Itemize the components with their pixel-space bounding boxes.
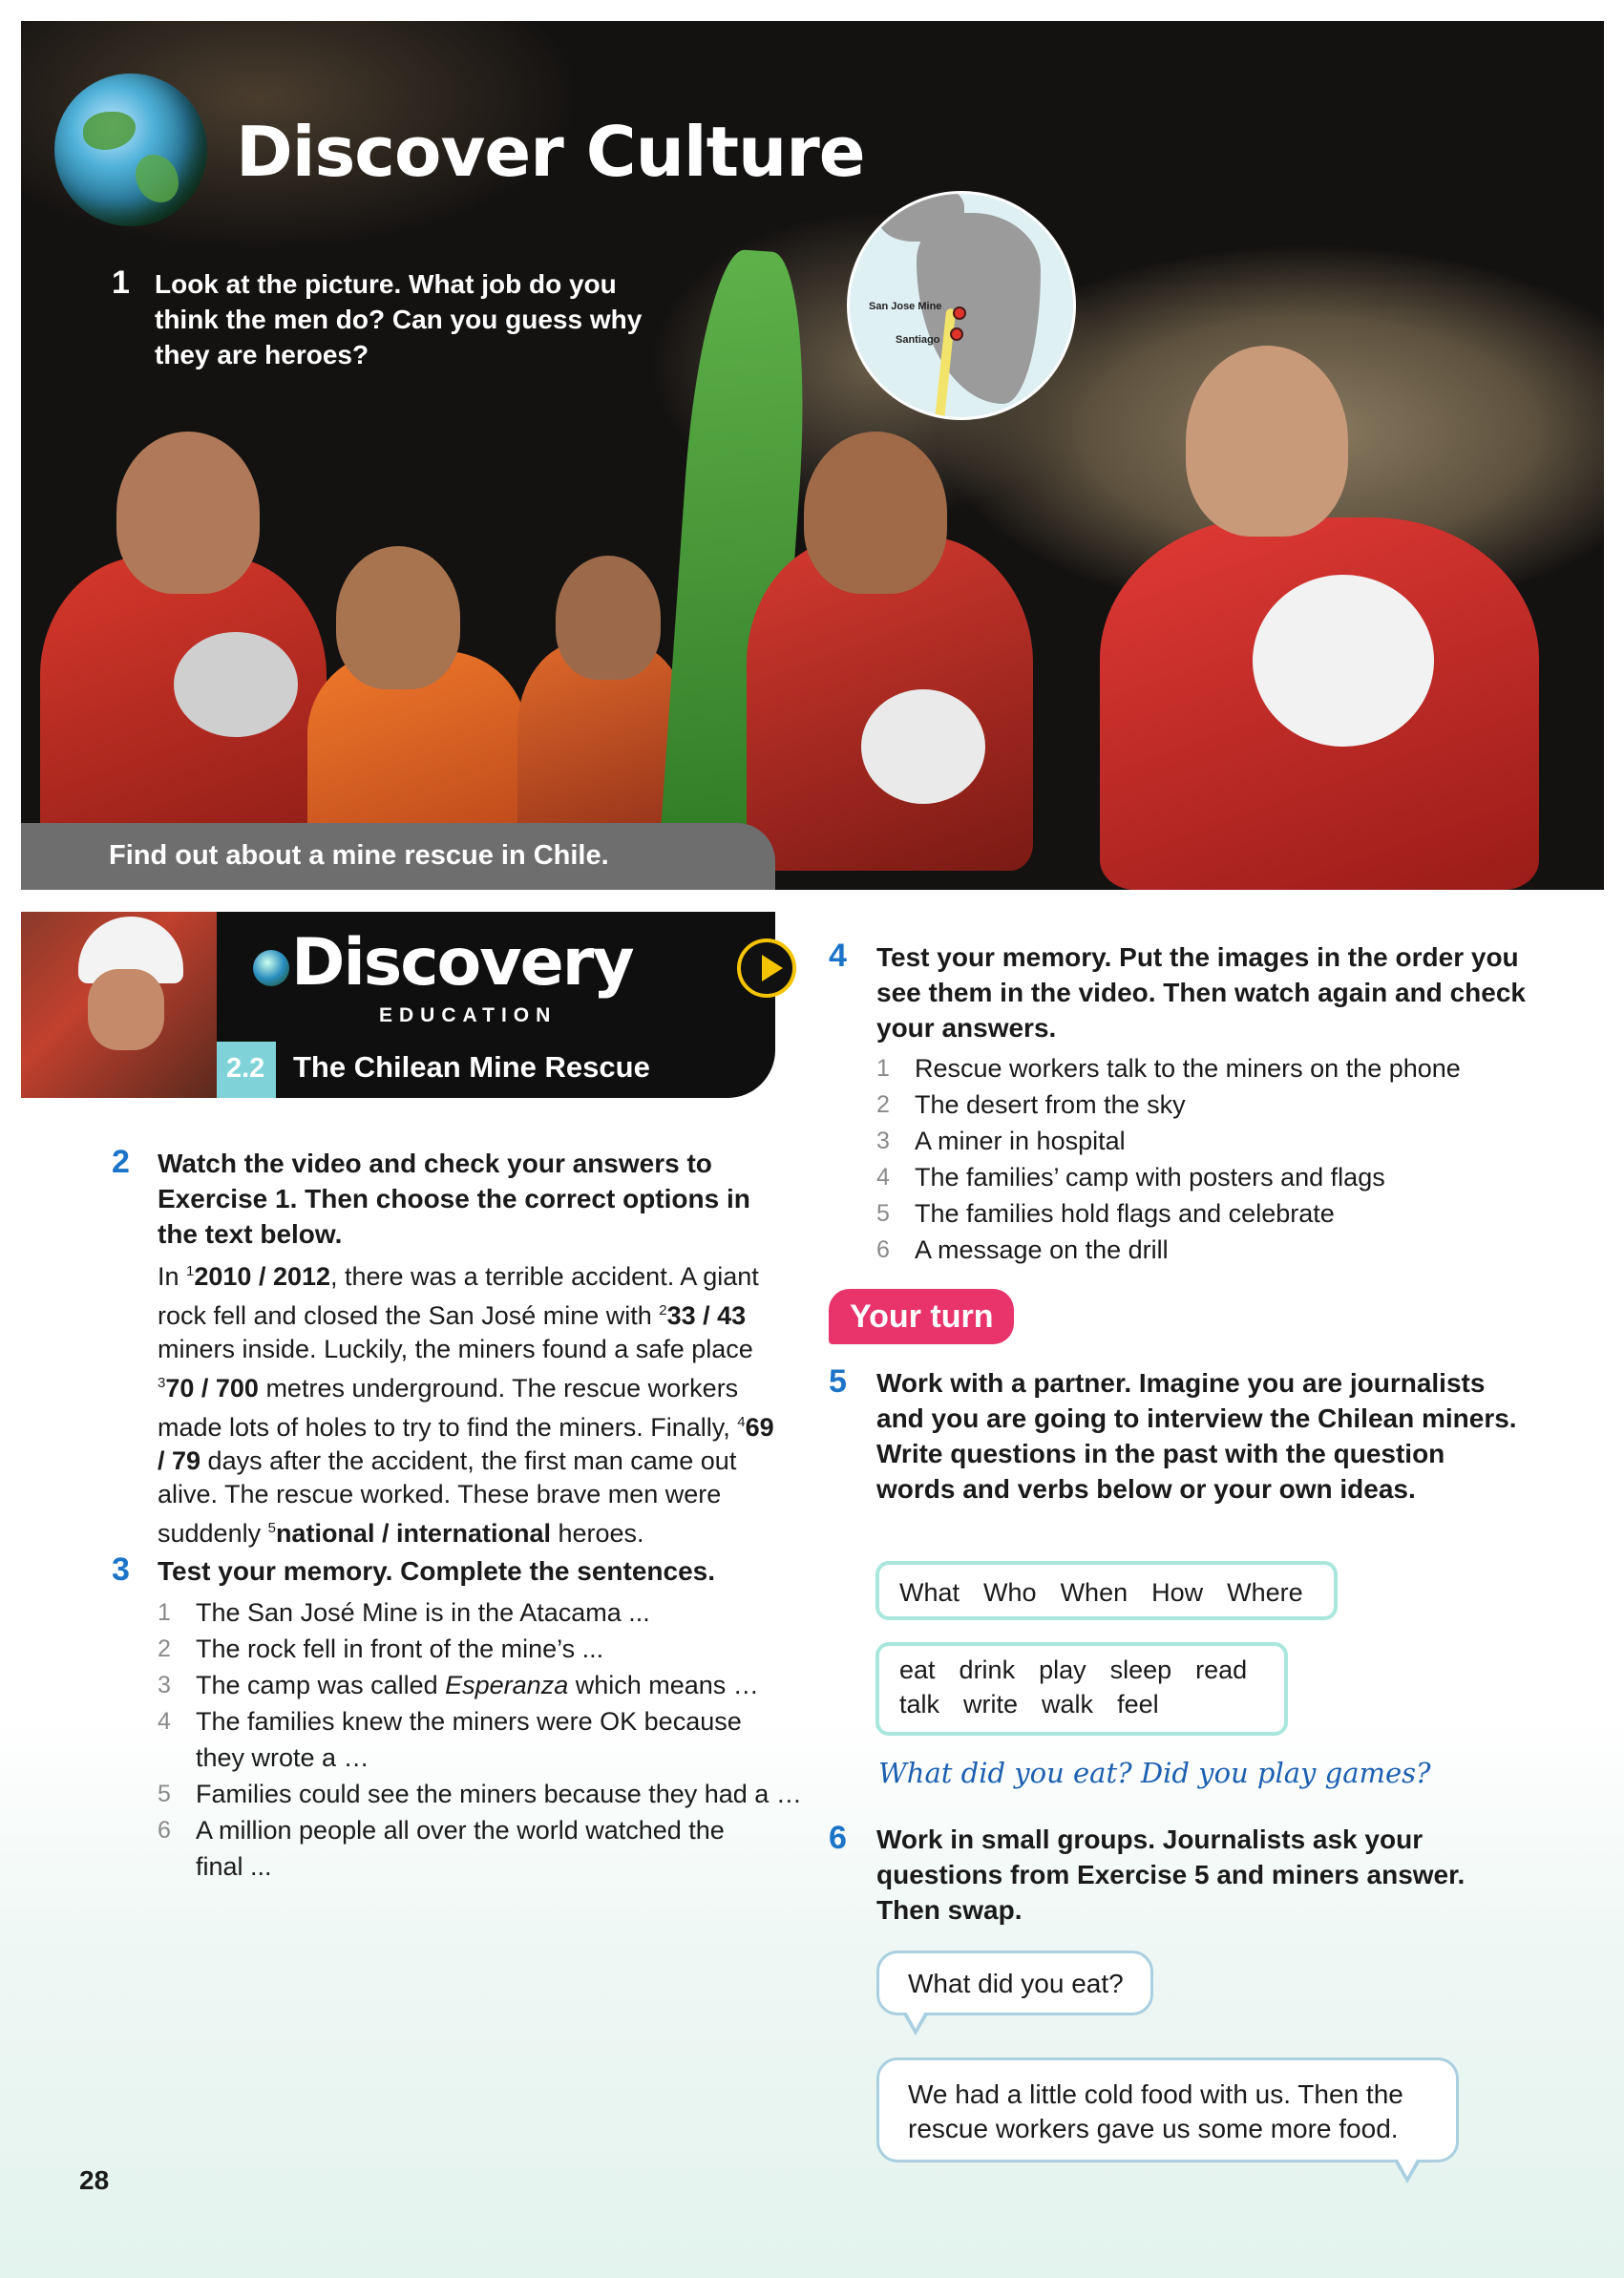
list-item: 3 The camp was called Esperanza which means … — [158, 1671, 759, 1699]
word: walk — [1042, 1690, 1094, 1719]
question-words-box — [875, 1561, 1338, 1620]
option[interactable]: 2010 / 2012 — [194, 1262, 331, 1291]
list-item: 1 The San José Mine is in the Atacama ... — [158, 1598, 650, 1627]
word: feel — [1117, 1690, 1159, 1719]
word: drink — [959, 1656, 1016, 1684]
helmet — [1253, 575, 1434, 747]
hero-photo — [21, 21, 1604, 890]
exercise-number: 1 — [112, 264, 130, 301]
list-item: 6 A million people all over the world watched the final ... — [158, 1816, 725, 1881]
page-title: Discover Culture — [236, 112, 865, 192]
list-item: 4 The families knew the miners were OK because they wrote a … — [158, 1707, 742, 1772]
video-title: The Chilean Mine Rescue — [293, 1050, 650, 1084]
list-item: 4 The families’ camp with posters and flags — [876, 1163, 1385, 1192]
miner-face — [116, 432, 260, 594]
map-label-santiago: Santiago — [896, 334, 940, 346]
exercise-1-text: Look at the picture. What job do you think the men do? Can you guess why they are heroes? — [155, 269, 643, 369]
option[interactable]: 70 / 700 — [165, 1374, 259, 1403]
map-marker-mine — [953, 306, 966, 320]
exercise-number: 2 — [112, 1144, 130, 1180]
discovery-education-label: EDUCATION — [379, 1004, 558, 1026]
word: write — [963, 1690, 1019, 1719]
list-item: 2 The rock fell in front of the mine’s ... — [158, 1635, 604, 1663]
map-label-mine: San Jose Mine — [869, 301, 942, 312]
map-marker-santiago — [950, 327, 963, 341]
video-thumbnail[interactable] — [21, 912, 217, 1098]
miner-face — [804, 432, 947, 594]
word: Where — [1227, 1578, 1303, 1607]
option[interactable]: national / international — [275, 1519, 551, 1548]
option[interactable]: 69 / 79 — [158, 1413, 774, 1475]
word: eat — [899, 1656, 936, 1684]
word: sleep — [1109, 1656, 1172, 1684]
video-number-tag: 2.2 — [217, 1042, 276, 1098]
word: talk — [899, 1690, 940, 1719]
list-item: 3 A miner in hospital — [876, 1127, 1126, 1155]
helmet — [174, 632, 298, 737]
exercise-number: 5 — [829, 1363, 847, 1400]
video-bar[interactable] — [217, 912, 775, 1098]
exercise-number: 4 — [829, 938, 847, 974]
exercise-6-heading: Work in small groups. Journalists ask your questions from Exercise 5 and miners answer. Then swap. — [876, 1825, 1466, 1925]
exercise-5-heading: Work with a partner. Imagine you are journalists and you are going to interview the Chilean miners. Write questions in the past with the question words and verbs below or your own ideas. — [876, 1368, 1517, 1504]
your-turn-badge: Your turn — [829, 1289, 1014, 1344]
exercise-3-list — [158, 1594, 807, 1885]
helmet — [861, 689, 985, 804]
list-item: 2 The desert from the sky — [876, 1090, 1186, 1119]
option[interactable]: 33 / 43 — [666, 1301, 747, 1330]
page-number: 28 — [79, 2165, 110, 2195]
word: play — [1039, 1656, 1086, 1684]
word: read — [1195, 1656, 1248, 1684]
exercise-2-text: In $^1$2010 / 2012, there was a terrible accident. A giant rock fell and closed the San José mine with $^2$33 / 43 miners inside. Luckily, the miners found a safe place $^3$70 / 700 metres underground. The rescue workers made lots of holes to try to find the miners. Finally, $^4$69 / 79 days after the accident, the first man came out alive. The rescue worked. These brave men were suddenly $^5$national / international heroes. — [158, 1262, 774, 1548]
word: What — [899, 1578, 960, 1607]
verbs-box — [875, 1642, 1288, 1736]
exercise-number: 3 — [112, 1551, 130, 1588]
miner-face — [556, 556, 661, 680]
play-icon[interactable] — [737, 939, 796, 998]
word: When — [1060, 1578, 1128, 1607]
word: Who — [983, 1578, 1037, 1607]
example-questions: What did you eat? Did you play games? — [878, 1757, 1431, 1789]
discovery-logo: Discovery — [291, 925, 633, 1001]
list-item: 1 Rescue workers talk to the miners on the phone — [876, 1054, 1461, 1083]
exercise-number: 6 — [829, 1820, 847, 1856]
miner-face — [1186, 346, 1348, 537]
hero-banner-text: Find out about a mine rescue in Chile. — [109, 840, 609, 871]
list-item: 5 The families hold flags and celebrate — [876, 1199, 1335, 1228]
exercise-4-heading: Test your memory. Put the images in the order you see them in the video. Then watch again and check your answers. — [876, 942, 1526, 1043]
hero-banner — [21, 823, 775, 890]
speech-bubble-question: What did you eat? — [876, 1951, 1153, 2015]
word: How — [1151, 1578, 1204, 1607]
exercise-2-heading: Watch the video and check your answers to Exercise 1. Then choose the correct options in the text below. — [158, 1149, 750, 1249]
list-item: 6 A message on the drill — [876, 1235, 1169, 1264]
south-america-map — [847, 191, 1076, 420]
exercise-3-heading: Test your memory. Complete the sentences. — [158, 1556, 716, 1586]
miner-face — [336, 546, 460, 689]
speech-bubble-answer: We had a little cold food with us. Then the rescue workers gave us some more food. — [876, 2057, 1459, 2162]
globe-icon — [54, 74, 207, 226]
exercise-4-list — [876, 1050, 1545, 1268]
list-item: 5 Families could see the miners because they had a … — [158, 1780, 802, 1808]
